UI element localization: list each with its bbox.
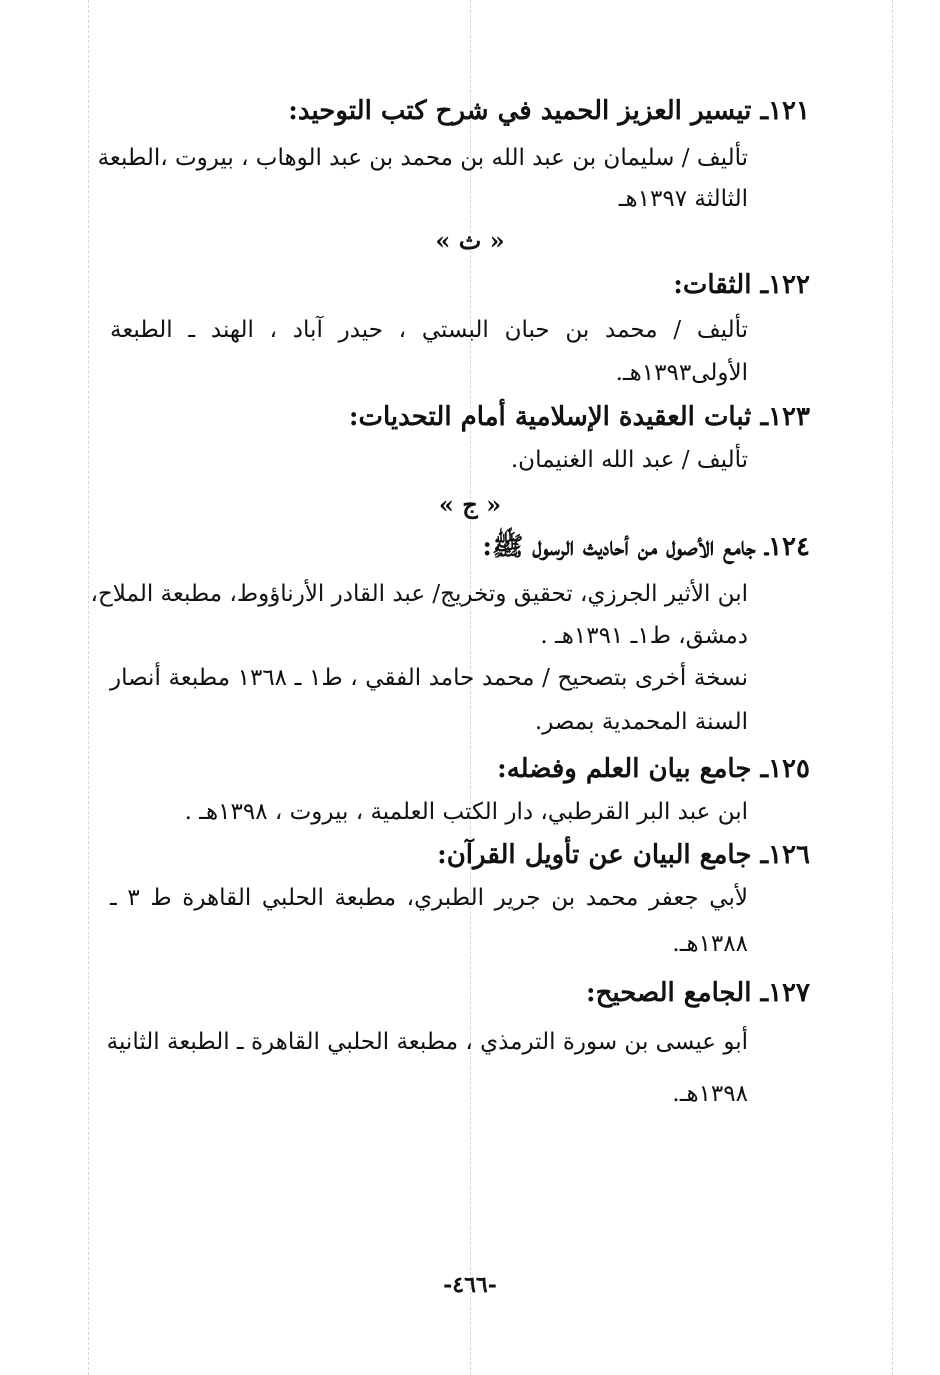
- entry-heading: ١٢٤ـ جامع الأصول من أحاديث الرسول ﷺ:: [482, 532, 810, 562]
- entry-heading: ١٢٧ـ الجامع الصحيح:: [586, 978, 810, 1008]
- entry-heading: ١٢٥ـ جامع بيان العلم وفضله:: [497, 754, 810, 784]
- entry-line: ١٣٨٨هـ.: [672, 931, 748, 957]
- section-letter: « ج »: [438, 490, 502, 519]
- entry-line: السنة المحمدية بمصر.: [534, 709, 748, 735]
- entry-line: ١٣٩٨هـ.: [672, 1081, 748, 1107]
- section-letter: « ث »: [435, 226, 505, 255]
- entry-line: لأبي جعفر محمد بن جرير الطبري، مطبعة الحلبي القاهرة ط ٣ ـ: [110, 885, 748, 911]
- entry-heading: ١٢١ـ تيسير العزيز الحميد في شرح كتب التوحيد:: [288, 96, 810, 126]
- entry-line: دمشق، ط١ـ ١٣٩١هـ .: [540, 623, 748, 649]
- page-number: -٤٦٦-: [443, 1272, 497, 1298]
- entry-heading: ١٢٣ـ ثبات العقيدة الإسلامية أمام التحديات:: [348, 402, 810, 432]
- entry-line: تأليف / سليمان بن عبد الله بن محمد بن عبد الوهاب ، بيروت ،الطبعة: [97, 145, 748, 171]
- entry-line: تأليف / عبد الله الغنيمان.: [510, 447, 748, 473]
- entry-line: تأليف / محمد بن حبان البستي ، حيدر آباد ، الهند ـ الطبعة: [110, 317, 748, 343]
- entry-line: الثالثة ١٣٩٧هـ: [618, 186, 748, 212]
- entry-heading: ١٢٦ـ جامع البيان عن تأويل القرآن:: [437, 840, 810, 870]
- entry-heading: ١٢٢ـ الثقات:: [673, 270, 810, 300]
- entry-line: ابن الأثير الجرزي، تحقيق وتخريج/ عبد القادر الأرناؤوط، مطبعة الملاح،: [90, 581, 748, 607]
- entry-line: نسخة أخرى بتصحيح / محمد حامد الفقي ، ط١ ـ ١٣٦٨ مطبعة أنصار: [110, 665, 748, 691]
- entry-line: الأولى١٣٩٣هـ.: [615, 360, 748, 386]
- entry-line: أبو عيسى بن سورة الترمذي ، مطبعة الحلبي القاهرة ـ الطبعة الثانية: [106, 1029, 748, 1055]
- entry-line: ابن عبد البر القرطبي، دار الكتب العلمية ، بيروت ، ١٣٩٨هـ .: [184, 799, 748, 825]
